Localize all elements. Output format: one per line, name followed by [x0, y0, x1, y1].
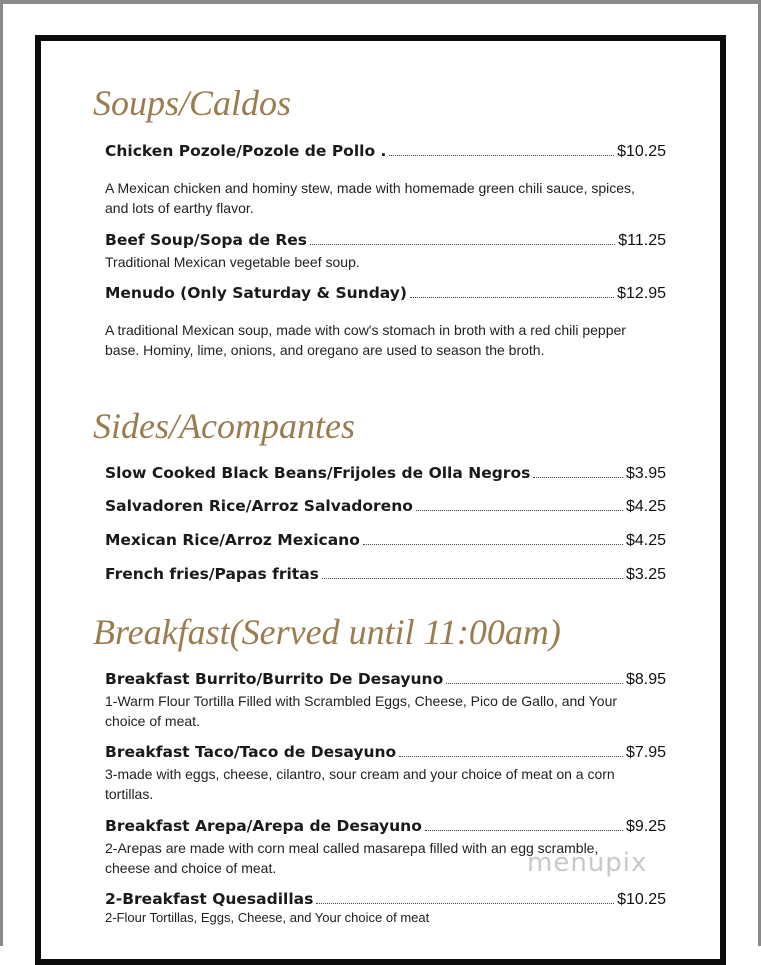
dot-leader — [416, 509, 623, 511]
page-edge-left — [0, 0, 3, 946]
dot-leader — [322, 577, 623, 579]
item-description: 3-made with eggs, cheese, cilantro, sour cream and your choice of meat on a corn tortillas. — [105, 766, 615, 802]
menu-item-breakfast-burrito — [105, 670, 666, 689]
item-price: $12.95 — [617, 285, 666, 302]
section-title-sides: Sides/Acompantes — [93, 406, 355, 446]
item-price: $11.25 — [618, 232, 666, 249]
dot-leader — [316, 902, 614, 904]
item-name: Salvadoren Rice/Arroz Salvadoreno — [105, 497, 413, 515]
item-name: French fries/Papas fritas — [105, 565, 319, 583]
menu-item-salvadoren-rice — [105, 497, 666, 516]
item-price: $9.25 — [625, 818, 666, 835]
item-description: A traditional Mexican soup, made with cow's stomach in broth with a red chili pepper base. Hominy, lime, onions, and oregano are used to season the broth. — [105, 322, 626, 358]
watermark-logo: menupix — [527, 848, 648, 878]
dot-leader — [410, 296, 614, 298]
menu-item-beef-soup — [105, 231, 666, 250]
item-name: Breakfast Taco/Taco de Desayuno — [105, 743, 397, 761]
item-description: Traditional Mexican vegetable beef soup. — [105, 254, 360, 270]
item-price: $3.25 — [625, 566, 666, 583]
menu-item-chicken-pozole — [105, 142, 666, 161]
item-description: A Mexican chicken and hominy stew, made with homemade green chili sauce, spices, and lots of earthy flavor. — [105, 180, 635, 216]
menu-item-breakfast-arepa — [105, 817, 666, 836]
menu-item-menudo — [105, 284, 666, 303]
menu-item-breakfast-taco — [105, 743, 666, 762]
dot-leader — [399, 755, 623, 757]
dot-leader — [446, 682, 623, 684]
section-title-soups: Soups/Caldos — [93, 83, 292, 123]
item-price: $10.25 — [617, 143, 666, 160]
dot-leader — [310, 243, 615, 245]
page-edge-top — [0, 0, 761, 4]
item-name: 2-Breakfast Quesadillas — [105, 890, 314, 908]
dot-leader — [533, 476, 623, 478]
menu-item-black-beans — [105, 464, 666, 483]
item-name: Mexican Rice/Arroz Mexicano — [105, 531, 360, 549]
dot-leader — [389, 154, 614, 156]
item-price: $7.95 — [625, 744, 666, 761]
menu-item-mexican-rice — [105, 531, 666, 550]
item-description: 2-Arepas are made with corn meal called masarepa filled with an egg scramble, cheese and choice of meat. — [105, 840, 599, 876]
section-title-breakfast: Breakfast(Served until 11:00am) — [93, 612, 561, 652]
item-description: 2-Flour Tortillas, Eggs, Cheese, and Your choice of meat — [105, 910, 430, 925]
item-price: $10.25 — [617, 891, 666, 908]
dot-leader — [425, 829, 623, 831]
dot-leader — [363, 543, 623, 545]
item-name: Breakfast Arepa/Arepa de Desayuno — [105, 817, 422, 835]
item-price: $3.95 — [625, 465, 666, 482]
item-name: Chicken Pozole/Pozole de Pollo . — [105, 142, 387, 160]
item-price: $4.25 — [625, 532, 666, 549]
menu-item-breakfast-quesadillas — [105, 890, 666, 909]
item-price: $8.95 — [625, 671, 666, 688]
item-price: $4.25 — [625, 498, 666, 515]
item-name: Breakfast Burrito/Burrito De Desayuno — [105, 670, 444, 688]
item-name: Beef Soup/Sopa de Res — [105, 231, 308, 249]
item-name: Menudo (Only Saturday & Sunday) — [105, 284, 407, 302]
item-name: Slow Cooked Black Beans/Frijoles de Olla Negros — [105, 464, 531, 482]
menu-item-french-fries — [105, 565, 666, 584]
item-description: 1-Warm Flour Tortilla Filled with Scrambled Eggs, Cheese, Pico de Gallo, and Your choice of meat. — [105, 693, 618, 729]
